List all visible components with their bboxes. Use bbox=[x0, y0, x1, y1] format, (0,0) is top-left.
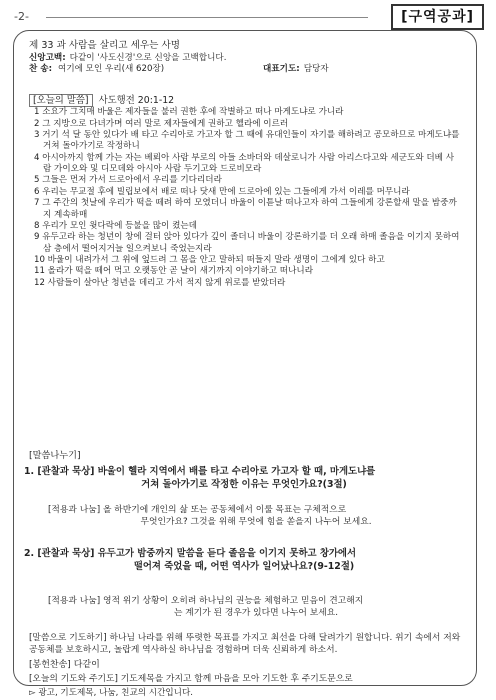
verse-item: 9 유두고라 하는 청년이 창에 걸터 앉아 있다가 깊이 졸더니 바울이 강론하기를 더 오래 하매 졸음을 이기지 못하여 삼 층에서 떨어지거늘 일으켜보니 죽었는지라 bbox=[34, 232, 460, 254]
application-2-line2: 는 계기가 된 경우가 있다면 나누어 보세요. bbox=[173, 607, 339, 618]
prayer-text: 담당자 bbox=[303, 64, 329, 74]
verse-item: 11 올라가 떡을 떼어 먹고 오랫동안 곧 날이 새기까지 이야기하고 떠나니라 bbox=[34, 266, 313, 277]
question-1-line1: 바울이 헬라 지역에서 배를 타고 수리아로 가고자 할 때, 마게도냐를 bbox=[97, 466, 376, 477]
verse-item: 5 그들은 먼저 가서 드로아에서 우리를 기다리더라 bbox=[34, 175, 222, 186]
lords-prayer-text: 기도제목을 가지고 함께 마음을 모아 기도한 후 주기도문으로 bbox=[120, 674, 353, 684]
question-2-prefix: 2. [관찰과 묵상] bbox=[24, 548, 95, 559]
offering-text: 다같이 bbox=[73, 660, 100, 670]
question-1-prefix: 1. [관찰과 묵상] bbox=[24, 466, 95, 477]
offering-row bbox=[29, 660, 461, 672]
section-tag: [구역공과] bbox=[391, 4, 484, 30]
verse-item: 7 그 주간의 첫날에 우리가 떡을 떼려 하여 모였더니 바울이 이튿날 떠나고자 하여 그들에게 강론할새 말을 밤중까지 계속하매 bbox=[34, 198, 457, 220]
sharing-label: [말씀나누기] bbox=[29, 450, 81, 461]
application-2 bbox=[48, 596, 464, 619]
lords-prayer-row bbox=[29, 674, 461, 686]
hymn-text: 여기에 모인 우리(새 620장) bbox=[58, 64, 165, 74]
question-1-line2: 거쳐 돌아가기로 작정한 이유는 무엇인가요?(3절) bbox=[141, 478, 347, 490]
header-rule bbox=[46, 17, 368, 18]
application-2-line1: 영적 위기 상황이 오히려 하나님의 권능을 체험하고 믿음이 견고해지 bbox=[102, 596, 364, 606]
lords-prayer-label: [오늘의 기도와 주기도] bbox=[29, 674, 118, 684]
confession-label: 신앙고백: bbox=[29, 52, 66, 63]
application-2-label: [적용과 나눔] bbox=[48, 596, 101, 606]
question-2 bbox=[24, 548, 464, 573]
application-1-line1: 올 하반기에 개인의 삶 또는 공동체에서 이룰 목표는 구체적으로 bbox=[102, 505, 347, 515]
fellowship-note: ▻ 광고, 기도제목, 나눔, 친교의 시간입니다. bbox=[29, 688, 194, 698]
verse-list bbox=[29, 107, 461, 289]
sharing-block bbox=[29, 450, 461, 462]
verse-item: 10 바울이 내려가서 그 위에 엎드려 그 몸을 안고 말하되 떠들지 말라 생명이 그에게 있다 하고 bbox=[34, 254, 385, 265]
application-1-label: [적용과 나눔] bbox=[48, 505, 101, 515]
hymn-row bbox=[29, 64, 461, 75]
verse-item: 2 그 지방으로 다녀가며 여러 말로 제자들에게 권하고 헬라에 이르러 bbox=[34, 118, 289, 129]
scripture-block bbox=[29, 95, 461, 289]
verse-item: 8 우리가 모인 윗다락에 등불을 많이 켰는데 bbox=[34, 220, 197, 231]
offering-label: [봉헌찬송] bbox=[29, 660, 71, 670]
verse-item: 12 사람들이 살아난 청년을 데리고 가서 적지 않게 위로를 받았더라 bbox=[34, 277, 286, 288]
closing-prayer-label: [말씀으로 기도하기] bbox=[29, 633, 107, 643]
hymn-label: 찬 송: bbox=[29, 64, 53, 74]
question-2-line2: 떨어져 죽었을 때, 어떤 역사가 일어났나요?(9-12절) bbox=[133, 560, 355, 572]
scripture-label: [오늘의 말씀] bbox=[29, 94, 93, 107]
prayer-label: 대표기도: bbox=[263, 64, 300, 74]
lesson-header bbox=[29, 40, 461, 75]
confession-text: 다같이 '사도신경'으로 신앙을 고백합니다. bbox=[69, 52, 227, 63]
scripture-heading bbox=[29, 95, 461, 107]
verse-item: 3 거기 석 달 동안 있다가 배 타고 수리아로 가고자 할 그 때에 유대인들이 자기를 해하려고 공모하므로 마게도냐를 거쳐 돌아가기로 작정하니 bbox=[34, 130, 460, 152]
verse-item: 1 소요가 그치매 바울은 제자들을 불러 권한 후에 작별하고 떠나 마게도냐로 가니라 bbox=[34, 107, 344, 118]
page-number: -2- bbox=[14, 10, 29, 23]
closing-prayer bbox=[29, 633, 461, 656]
question-2-line1: 유두고가 밤중까지 말씀을 듣다 졸음을 이기지 못하고 창가에서 bbox=[97, 548, 357, 559]
closing-prayer-text: 하나님 나라를 위해 뚜렷한 목표를 가지고 최선을 다해 달려가기 원합니다. 위기 속에서 저와 공동체를 보호하시고, 놀랍게 역사하실 하나님을 경험하며 더욱 신뢰하게 하소서. bbox=[29, 633, 461, 655]
question-1 bbox=[24, 466, 464, 491]
verse-item: 4 아시아까지 함께 가는 자는 베뢰아 사람 부로의 아들 소바더와 데살로니가 사람 아리스다고와 세군도와 더베 사람 가이오와 및 디모데와 아시아 사람 두기고와 드로비모라 bbox=[34, 152, 455, 175]
scripture-reference: 사도행전 20:1-12 bbox=[98, 95, 175, 106]
lesson-title: 제 33 과 사람을 살리고 세우는 사명 bbox=[29, 40, 180, 51]
application-1-line2: 무엇인가요? 그것을 위해 무엇에 힘을 쏟을지 나누어 보세요. bbox=[140, 516, 372, 527]
application-1 bbox=[48, 505, 464, 528]
verse-item: 6 우리는 무교절 후에 빌립보에서 배로 떠나 닷새 만에 드로아에 있는 그들에게 가서 이레를 머무니라 bbox=[34, 186, 410, 197]
confession-row bbox=[29, 53, 461, 64]
